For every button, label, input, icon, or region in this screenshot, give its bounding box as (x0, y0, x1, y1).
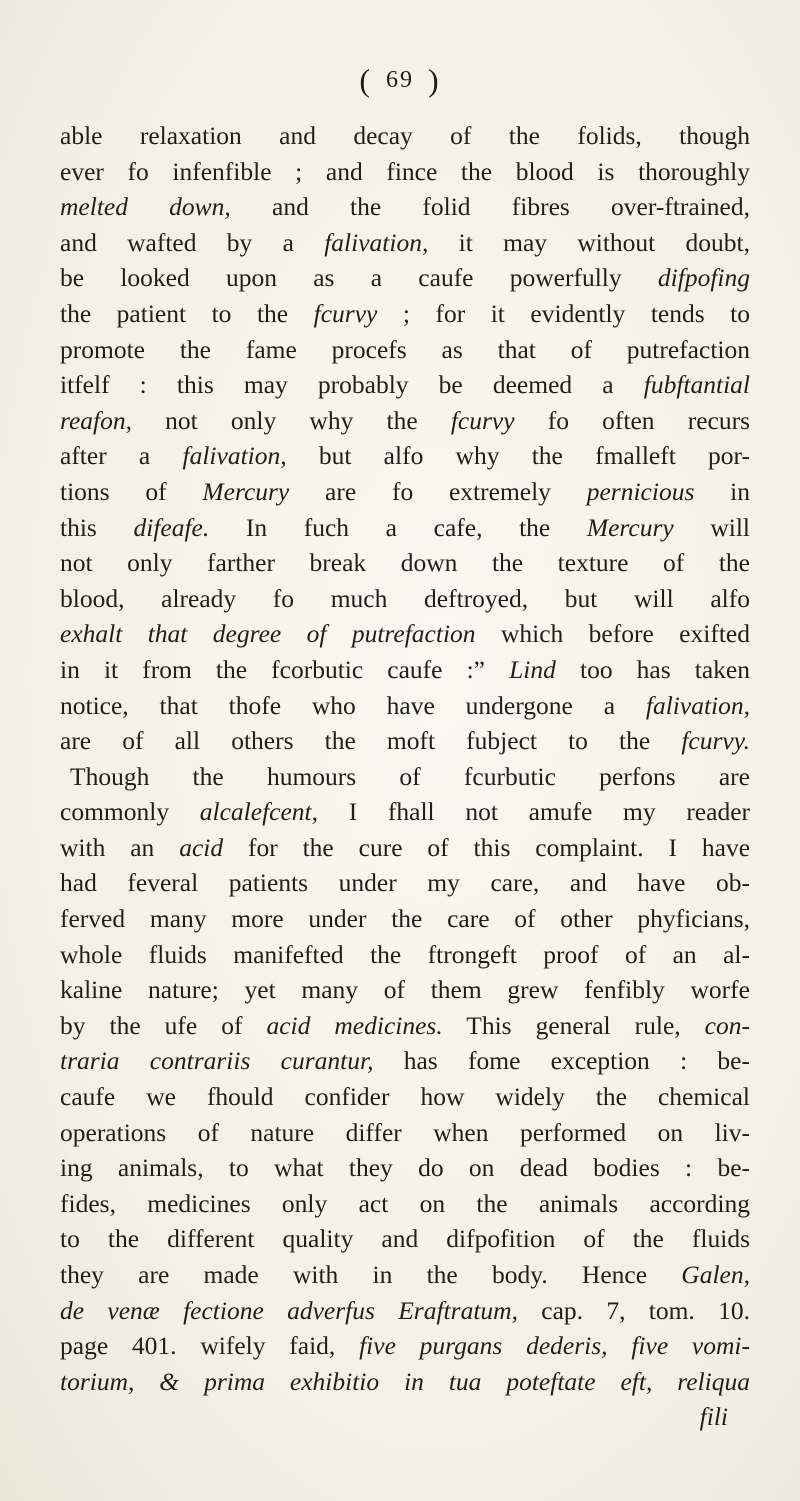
text-segment: it may without doubt, (428, 227, 750, 257)
text-segment: in (694, 476, 750, 506)
text-line (60, 260, 750, 296)
italic-text: con- (704, 1010, 750, 1040)
italic-text: acid medicines. (266, 1010, 443, 1040)
text-segment: Though the humours of fcurbutic perfons are (70, 761, 750, 791)
text-line (60, 225, 750, 261)
italic-text: Lind (509, 654, 556, 684)
text-segment: are of all others the moft fubject to the (60, 726, 682, 756)
text-line (60, 1186, 750, 1222)
italic-text: de venæ fectione adverfus Eraftratum, (60, 1295, 518, 1325)
text-line (60, 830, 750, 866)
italic-text: falivation, (182, 441, 287, 471)
text-segment: after a (60, 441, 183, 471)
italic-text: exhalt that degree of putrefaction (60, 619, 476, 649)
italic-text: fcurvy (450, 405, 515, 435)
text-line (60, 1043, 750, 1079)
text-segment: ; for it evidently tends to (377, 298, 751, 328)
text-line (60, 865, 750, 901)
folio-open-paren: ( (359, 62, 372, 98)
folio-close-paren: ) (428, 62, 441, 98)
italic-text: fili (699, 1402, 728, 1432)
italic-text: torium, & prima exhibitio in tua poteftate eft, reliqua (60, 1366, 750, 1396)
folio-number: 69 (386, 67, 414, 93)
text-segment: for the cure of this complaint. I have (223, 832, 751, 862)
text-segment: fides, medicines only act on the animals according (60, 1188, 750, 1218)
text-segment: caufe we fhould confider how widely the chemical (60, 1082, 750, 1112)
text-segment: cap. 7, tom. 10. (517, 1295, 750, 1325)
text-segment: in it from the fcorbutic caufe :” (60, 654, 510, 684)
text-segment: by the ufe of (60, 1010, 267, 1040)
text-line (60, 1399, 750, 1435)
text-segment: and the folid fibres over-ftrained, (230, 192, 750, 222)
text-segment: I fhall not amufe my reader (318, 797, 751, 827)
text-line (60, 616, 750, 652)
text-segment: In fuch a cafe, the (209, 512, 587, 542)
text-line (60, 937, 750, 973)
text-segment: commonly (60, 797, 200, 827)
text-segment: ferved many more under the care of other phyficians, (60, 904, 750, 934)
italic-text: five purgans dederis, five vomi- (359, 1331, 750, 1361)
text-segment: be looked upon as a caufe powerfully (60, 263, 658, 293)
text-segment: ever fo infenfible ; and fince the blood is thoroughly (60, 156, 750, 186)
text-segment: to the different quality and difpofition of the fluids (60, 1224, 750, 1254)
italic-text: Galen, (681, 1260, 750, 1289)
italic-text: acid (179, 832, 224, 862)
text-line (60, 1150, 750, 1186)
text-segment: This general rule, (442, 1010, 705, 1040)
text-line (60, 510, 750, 546)
text-line (60, 1364, 750, 1400)
italic-text: falivation, (645, 690, 750, 720)
italic-text: reafon, (60, 405, 133, 435)
text-line (60, 901, 750, 937)
page-number (0, 62, 800, 99)
text-line (60, 688, 750, 724)
text-segment: fo often recurs (514, 405, 750, 435)
text-line (60, 367, 750, 403)
text-segment: not only farther break down the texture of the (60, 548, 750, 578)
text-line (60, 545, 750, 581)
text-segment: ing animals, to what they do on dead bodies : be- (60, 1153, 750, 1183)
italic-text: difpofing (657, 263, 750, 293)
text-segment: will (673, 512, 751, 542)
text-line (60, 972, 750, 1008)
text-line (60, 296, 750, 332)
text-segment: not only why the (132, 405, 451, 435)
text-segment: they are made with in the body. Hence (60, 1260, 682, 1289)
text-segment: has fome exception : be- (373, 1046, 750, 1076)
text-line (60, 652, 750, 688)
text-segment: the patient to the (60, 298, 314, 328)
text-segment: tions of (60, 476, 203, 506)
text-line (60, 332, 750, 368)
text-line (60, 474, 750, 510)
italic-text: pernicious (586, 476, 695, 506)
text-line (60, 1079, 750, 1115)
italic-text: difeafe. (133, 512, 210, 542)
text-segment: had feveral patients under my care, and have ob- (60, 868, 750, 898)
text-segment: able relaxation and decay of the folids, though (60, 121, 750, 150)
text-segment: which before exifted (475, 619, 750, 649)
text-segment: kaline nature; yet many of them grew fenfibly worfe (60, 975, 750, 1005)
italic-text: falivation, (324, 227, 429, 257)
text-line (60, 1008, 750, 1044)
text-segment: promote the fame procefs as that of putrefaction (60, 334, 750, 364)
text-segment: with an (60, 832, 180, 862)
text-segment: page 401. wifely faid, (60, 1331, 360, 1361)
text-line (60, 1293, 750, 1329)
text-segment: too has taken (555, 654, 750, 684)
italic-text: fcurvy (313, 298, 378, 328)
text-line (60, 581, 750, 617)
text-segment: this (60, 512, 134, 542)
text-line (60, 1115, 750, 1151)
text-line (60, 723, 750, 759)
text-segment: blood, already fo much deftroyed, but will alfo (60, 583, 750, 613)
text-segment: but alfo why the fmalleft por- (286, 441, 750, 471)
italic-text: melted down, (60, 192, 231, 222)
italic-text: fcurvy. (681, 726, 750, 756)
text-line (60, 154, 750, 190)
text-segment: are fo extremely (289, 476, 587, 506)
text-line (60, 794, 750, 830)
text-line (60, 438, 750, 474)
text-segment: notice, that thofe who have undergone a (60, 690, 646, 720)
italic-text: Mercury (586, 512, 674, 542)
text-segment: operations of nature differ when performed on liv- (60, 1117, 750, 1147)
text-line (60, 1221, 750, 1257)
italic-text: Mercury (202, 476, 290, 506)
text-line (60, 189, 750, 225)
body-text (60, 118, 750, 1435)
italic-text: traria contrariis curantur, (60, 1046, 374, 1076)
italic-text: fubftantial (643, 370, 750, 400)
italic-text: alcalefcent, (199, 797, 319, 827)
text-line (60, 118, 750, 154)
text-line (60, 1257, 750, 1293)
text-segment: itfelf : this may probably be deemed a (60, 370, 644, 400)
text-segment: whole fluids manifefted the ftrongeft proof of an al- (60, 939, 750, 969)
text-line (60, 403, 750, 439)
text-line (60, 759, 750, 795)
text-line (60, 1328, 750, 1364)
text-segment: and wafted by a (60, 227, 325, 257)
